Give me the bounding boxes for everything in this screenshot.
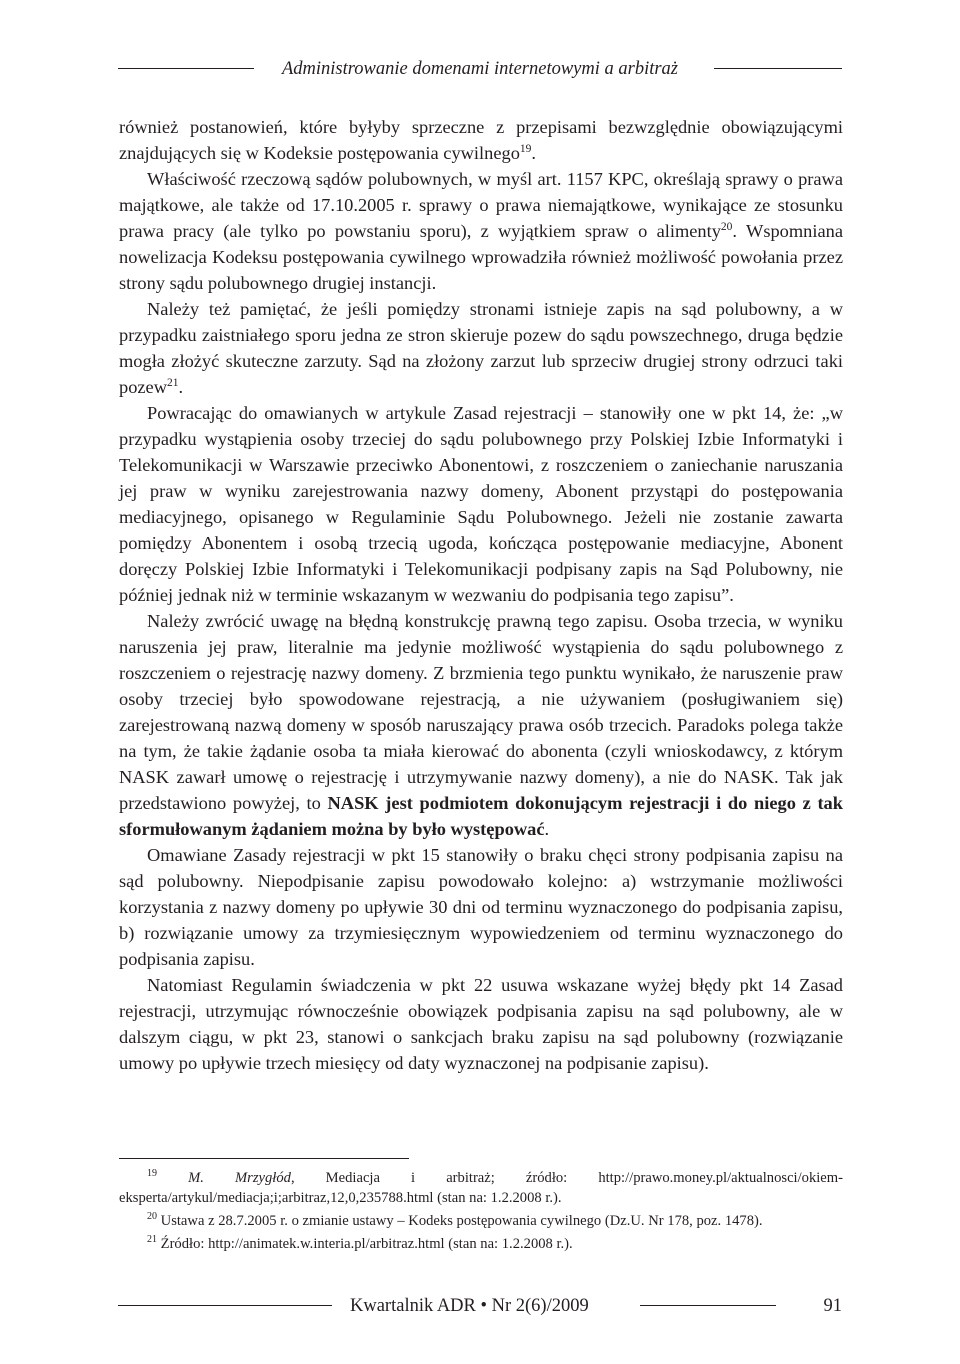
paragraph-7: Natomiast Regulamin świadczenia w pkt 22 usuwa wskazane wyżej błędy pkt 14 Zasad rejestracji, utrzymując równocześnie obowiązek podpisania zapisu na sąd polubowny, ale w dalszym ciągu, w pkt 23, stanowi o sankcjach braku zapisu na sąd polubowny (rozwiązanie umowy po upływie trzech miesięcy od daty wyznaczonej na podpisanie zapisu). — [119, 975, 843, 1073]
running-header — [118, 56, 842, 82]
paragraph-text: . Wspomniana nowelizacja Kodeksu postępowania cywilnego wprowadziła również możliwość powołania przez strony sądu polubownego drugiej instancji. — [119, 221, 843, 293]
footer-journal: Kwartalnik ADR • Nr 2(6)/2009 — [350, 1296, 589, 1316]
footnote-text: Ustawa z 28.7.2005 r. o zmianie ustawy – Kodeks postępowania cywilnego (Dz.U. Nr 178, poz. 1478). — [160, 1213, 763, 1229]
footnote-ref-21: 21 — [167, 376, 179, 389]
footnote-text: , Mediacja i arbitraż; źródło: http://prawo.money.pl/aktualnosci/okiem-eksperta/artykul/mediacja;i;arbitraz,12,0,235788.html (stan na: 1.2.2008 r.). — [119, 1170, 843, 1206]
paragraph-text: . — [178, 377, 184, 397]
footnote-number: 20 — [147, 1211, 157, 1223]
footnote-text: Źródło: http://animatek.w.interia.pl/arbitraz.html (stan na: 1.2.2008 r.). — [160, 1236, 573, 1252]
footnote-19 — [119, 1168, 843, 1208]
page-number: 91 — [823, 1296, 842, 1316]
paragraph-4: Powracając do omawianych w artykule Zasad rejestracji – stanowiły one w pkt 14, że: „w przypadku wystąpienia osoby trzeciej do sądu polubownego przy Polskiej Izbie Informatyki i Telekomunikacji w Warszawie przeciwko Abonentowi, z roszczeniem o zaniechanie naruszania jej praw w wyniku zarejestrowania nazwy domeny, Abonent przystąpi do postępowania mediacyjnego, opisanego w Regulaminie Sądu Polubownego. Jeżeli nie zostanie zawarta pomiędzy Abonentem i osobą trzecią ugoda, kończąca postępowanie mediacyjne, Abonent doręczy Polskiej Izbie Informatyki i Telekomunikacji podpisany zapis na Sąd Polubowny, nie później jednak niż w terminie wskazanym w wezwaniu do podpisania tego zapisu”. — [119, 403, 843, 605]
paragraph-6: Omawiane Zasady rejestracji w pkt 15 stanowiły o braku chęci strony podpisania zapisu na sąd polubowny. Niepodpisanie zapisu powodowało kolejno: a) wstrzymanie możliwości korzystania z nazwy domeny po upływie 30 dni od terminu wyznaczonego do podpisania zapisu, b) rozwiązanie umowy za trzymiesięcznym wypowiedzeniem od terminu wyznaczonego do podpisania zapisu. — [119, 845, 843, 969]
header-rule-right — [714, 68, 842, 69]
paragraph-text: . — [531, 143, 537, 163]
paragraph-text: . — [544, 819, 550, 839]
paragraph-text: Należy też pamiętać, że jeśli pomiędzy stronami istnieje zapis na sąd polubowny, a w przypadku zaistniałego sporu jedna ze stron skieruje pozew do sądu powszechnego, druga będzie mogła złożyć skuteczne zarzuty. Sąd na złożony zarzut lub sprzeciw drugiej strony odrzuci taki pozew — [119, 299, 843, 397]
paragraph-text: Należy zwrócić uwagę na błędną konstrukcję prawną tego zapisu. Osoba trzecia, w wyniku naruszenia jej praw, literalnie ma jedynie możliwość wystąpienia do sądu polubownego z roszczeniem o rejestrację nazwy domeny. Z brzmienia tego punktu wynikało, że naruszenie praw osoby trzeciej było spowodowane rejestracją, a nie używaniem (posługiwaniem się) zarejestrowaną nazwą domeny w sposób naruszający prawa osób trzecich. Paradoks polega także na tym, że takie żądanie osoba ta miała kierować do abonenta (czyli wnioskodawcy, z którym NASK zawarł umowę o rejestrację i utrzymywanie nazwy domeny), a nie do NASK. Tak jak przedstawiono powyżej, to — [119, 611, 843, 813]
paragraph-2 — [119, 166, 843, 296]
paragraph-text: również postanowień, które byłyby sprzeczne z przepisami bezwzględnie obowiązującymi znajdujących się w Kodeksie postępowania cywilnego — [119, 117, 843, 163]
paragraph-text: Właściwość rzeczową sądów polubownych, w myśl art. 1157 KPC, określają sprawy o prawa majątkowe, ale także od 17.10.2005 r. sprawy o prawa niemajątkowe, wynikające ze stosunku prawa pracy (ale tylko po powstaniu sporu), z wyjątkiem spraw o alimenty — [119, 169, 843, 241]
footnote-20 — [119, 1211, 843, 1231]
paragraph-3 — [119, 296, 843, 400]
footnote-21 — [119, 1234, 843, 1254]
running-footer — [118, 1292, 842, 1320]
footnote-author: M. Mrzygłód — [188, 1170, 291, 1186]
footnote-ref-20: 20 — [720, 220, 733, 233]
footer-rule-right — [640, 1305, 776, 1306]
footnote-number: 21 — [147, 1234, 157, 1246]
paragraph-1 — [119, 114, 843, 166]
footnotes — [119, 1168, 843, 1257]
body-text — [119, 114, 843, 1076]
footer-rule-left — [118, 1305, 332, 1306]
footnote-number: 19 — [147, 1168, 157, 1180]
paragraph-5 — [119, 608, 843, 842]
bold-statement: NASK jest podmiotem dokonującym rejestracji i do niego z tak sformułowanym żądaniem można by było występować — [119, 793, 843, 839]
header-title: Administrowanie domenami internetowymi a arbitraż — [281, 59, 679, 79]
footnote-ref-19: 19 — [519, 142, 532, 155]
footnote-rule — [119, 1158, 409, 1159]
